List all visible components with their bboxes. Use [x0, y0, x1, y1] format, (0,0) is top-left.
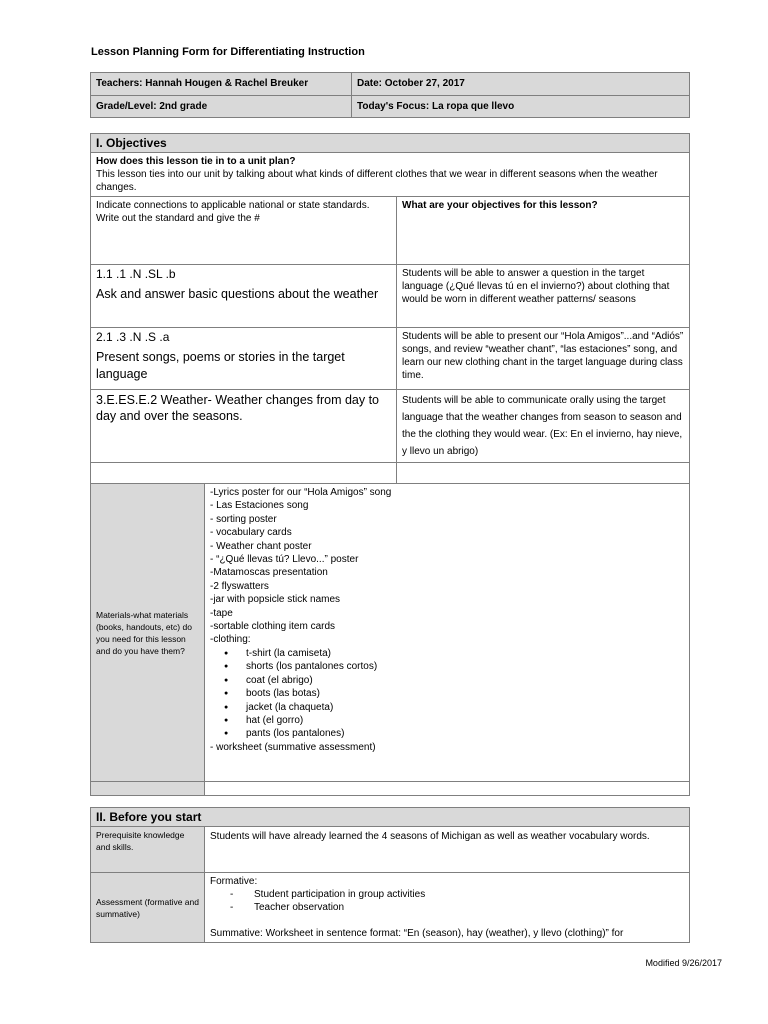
- clothing-item: ● hat (el gorro): [246, 714, 684, 727]
- materials-item: -Matamoscas presentation: [210, 567, 328, 579]
- objective-1: Students will be able to answer a question in the target language (¿Qué llevas tú en el invierno?) about clothing that would be worn in different weather patterns/ seasons: [397, 265, 690, 328]
- materials-item: -sortable clothing item cards: [210, 621, 336, 633]
- materials-label: Materials-what materials (books, handouts, etc) do you need for this lesson and do you have them?: [96, 609, 192, 656]
- standard-2: [91, 328, 397, 390]
- date-cell: Date: October 27, 2017: [352, 73, 690, 96]
- empty-standard-cell: [91, 463, 397, 484]
- clothing-item: ● pants (los pantalones): [246, 727, 684, 740]
- empty-objective-cell: [397, 463, 690, 484]
- prereq-label: Prerequisite knowledge and skills.: [96, 830, 185, 852]
- empty-materials-cell: [205, 782, 690, 796]
- materials-item: - sorting poster: [210, 513, 277, 525]
- formative-item: - Teacher observation: [230, 901, 684, 914]
- standard-3: [91, 390, 397, 463]
- clothing-item: ● shorts (los pantalones cortos): [246, 660, 684, 673]
- materials-label-cell: [91, 484, 205, 782]
- clothing-item: ● jacket (la chaqueta): [246, 701, 684, 714]
- clothing-item: ● coat (el abrigo): [246, 674, 684, 687]
- footer-modified: Modified 9/26/2017: [645, 958, 722, 968]
- standard-code: 2.1 .3 .N .S .a: [96, 330, 170, 344]
- objectives-heading: I. Objectives: [91, 134, 690, 153]
- materials-item: - Las Estaciones song: [210, 500, 309, 512]
- objectives-table: [90, 133, 690, 796]
- unit-tie-cell: [91, 153, 690, 197]
- materials-item: - “¿Qué llevas tú? Llevo...” poster: [210, 554, 359, 566]
- before-start-heading: II. Before you start: [91, 808, 690, 827]
- unit-tie-question: How does this lesson tie in to a unit plan?: [96, 156, 296, 167]
- materials-item: -clothing:: [210, 634, 251, 646]
- header-table: [90, 72, 690, 118]
- materials-list-cell: [205, 484, 690, 782]
- page-title: Lesson Planning Form for Differentiating Instruction: [91, 46, 365, 58]
- standard-code: 3.E.ES.E.2 Weather- Weather changes from day to day and over the seasons.: [96, 393, 380, 423]
- assessment-label-cell: [91, 873, 205, 943]
- clothing-list: [210, 647, 684, 741]
- focus-cell: Today's Focus: La ropa que llevo: [352, 96, 690, 118]
- teachers-cell: Teachers: Hannah Hougen & Rachel Breuker: [91, 73, 352, 96]
- materials-item: -tape: [210, 607, 233, 619]
- objectives-prompt: What are your objectives for this lesson?: [397, 197, 690, 265]
- materials-item: -2 flyswatters: [210, 580, 269, 592]
- formative-item: - Student participation in group activities: [230, 888, 684, 901]
- formative-title: Formative:: [210, 876, 258, 887]
- assessment-label: Assessment (formative and summative): [96, 896, 199, 919]
- materials-item: -jar with popsicle stick names: [210, 594, 341, 606]
- prereq-text: Students will have already learned the 4 seasons of Michigan as well as weather vocabulary words.: [205, 827, 690, 873]
- unit-tie-answer: This lesson ties into our unit by talking about what kinds of different clothes that we wear in different seasons when the weather changes.: [96, 169, 658, 193]
- objective-3: Students will be able to communicate orally using the target language that the weather changes from season to season and the the clothing they would wear. (Ex: En el invierno, hay nieve, y llevo un abrigo): [397, 390, 690, 463]
- before-start-table: [90, 807, 690, 943]
- materials-item: - worksheet (summative assessment): [210, 741, 376, 753]
- summative-text: Summative: Worksheet in sentence format: “En (season), hay (weather), y llevo (clothing)” for: [210, 928, 624, 939]
- empty-label-cell: [91, 782, 205, 796]
- standard-description: Ask and answer basic questions about the weather: [96, 287, 379, 301]
- standards-prompt: Indicate connections to applicable national or state standards. Write out the standard and give the #: [91, 197, 397, 265]
- materials-item: - vocabulary cards: [210, 527, 292, 539]
- clothing-item: ● t-shirt (la camiseta): [246, 647, 684, 660]
- materials-item: -Lyrics poster for our “Hola Amigos” song: [210, 487, 392, 498]
- grade-cell: Grade/Level: 2nd grade: [91, 96, 352, 118]
- formative-list: [210, 888, 684, 914]
- assessment-cell: [205, 873, 690, 943]
- clothing-item: ● boots (las botas): [246, 687, 684, 700]
- objective-2: Students will be able to present our “Hola Amigos”...and “Adiós” songs, and review “weather chant”, “las estaciones” song, and learn our new clothing chant in the target language during class time.: [397, 328, 690, 390]
- materials-item: - Weather chant poster: [210, 540, 312, 552]
- standard-description: Present songs, poems or stories in the target language: [96, 350, 345, 381]
- standard-code: 1.1 .1 .N .SL .b: [96, 267, 176, 281]
- standard-1: [91, 265, 397, 328]
- prereq-label-cell: [91, 827, 205, 873]
